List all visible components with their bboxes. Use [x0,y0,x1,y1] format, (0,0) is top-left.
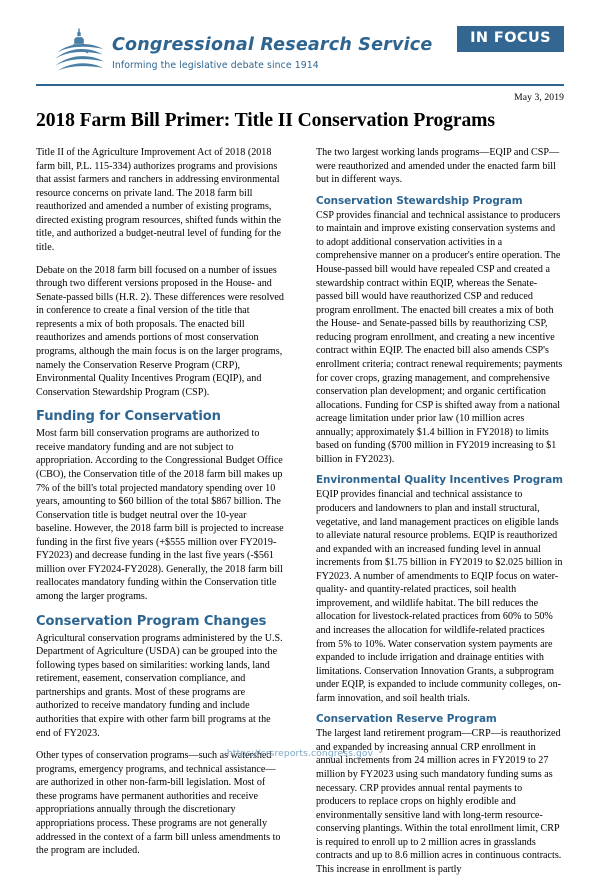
paragraph-debate: Debate on the 2018 farm bill focused on a number of issues through two different versions proposed in the House- and Senate-passed bills (H.R. 2). These differences were resolved in conference to create a final version of the title that represents a mix of both proposals. The enacted bill reauthorizes and amends portions of most conservation programs, although the main focus is on the larger programs, namely the Conservation Reserve Program (CRP), Environmental Quality Incentives Program (EQIP), and Conservation Stewardship Program (CSP). [36,264,284,398]
paragraph-changes-1: Agricultural conservation programs administered by the U.S. Department of Agriculture (USDA) can be grouped into the following types based on similarities: working lands, land retirement, easement, conservation compliance, and partnerships and grants. Most of these programs are authorized to receive mandatory funding and include authorities that expire with other farm bill programs at the end of FY2023. [36,632,283,739]
subsection-heading-csp: Conservation Stewardship Program [316,194,523,207]
organization-name: Congressional Research Service [112,35,433,55]
masthead [36,0,564,78]
paragraph-csp: CSP provides financial and technical assistance to producers to maintain and improve existing conservation systems and to adopt additional conservation activities in a comprehensive manner on a producer's entire operation. The House-passed bill would have repealed CSP and created a stewardship contract within EQIP, whereas the Senate-passed bill would have reauthorized CSP and reduced program enrollment. The enacted bill creates a mix of both the House- and Senate-passed bills by reauthorizing CSP, reducing program enrollment, and creating a new incentive contract within EQIP. The enacted bill also amends CSP's enrollment criteria; contract renewal requirements; payments for cover crops, grazing management, and comprehensive conservation plan development; and organic certification allocations. Funding for CSP is shifted away from a national acreage limitation under prior law (10 million acres annually; approximately $1.4 billion in FY2018) to limits based on funding ($700 million in FY2019 increasing to $1 billion in FY2023). [316,209,563,465]
right-column [316,146,564,885]
organization-tagline: Informing the legislative debate since 1914 [112,60,319,71]
paragraph-intro: Title II of the Agriculture Improvement Act of 2018 (2018 farm bill, P.L. 115-334) authorizes programs and provisions that assist farmers and ranchers in addressing environmental resource concerns on private land. The 2018 farm bill reauthorized and amended a number of existing programs, directed existing program resources, shifted funds within the title, and authorized a budget-neutral level of funding for the title. [36,147,281,254]
section-heading-funding: Funding for Conservation [36,409,221,425]
paragraph-eqip: EQIP provides financial and technical assistance to producers and landowners to plan and install structural, vegetative, and land management practices on eligible lands to alleviate natural resource problems. EQIP is reauthorized and expanded with an increased funding level in annual increments from $1.75 billion in FY2019 to $2.025 billion in FY2023. A number of amendments to EQIP focus on water-quality- and quantity-related practices, soil health improvement, and wildlife habitat. The bill reduces the allocation for livestock-related practices from 60% to 50% and increases the allocation for wildlife-related practices from 5% to 10%. Water conservation system payments are expanded to include irrigation and drainage entities with limitations. Conservation Innovation Grants, a subprogram under EQIP, is expanded to include community colleges, on-farm innovation, and soil health trials. [316,489,563,704]
paragraph-working-lands: The two largest working lands programs—EQIP and CSP—were reauthorized and amended under the enacted farm bill but in different ways. [316,147,560,186]
page-title: 2018 Farm Bill Primer: Title II Conservation Programs [36,110,495,131]
footer [0,743,600,761]
subsection-heading-eqip: Environmental Quality Incentives Program [316,474,563,487]
body-columns [36,146,564,885]
in-focus-badge: IN FOCUS [457,26,564,52]
section-heading-program-changes: Conservation Program Changes [36,613,267,629]
paragraph-changes-2: Other types of conservation programs—such as watershed programs, emergency programs, and technical assistance—are authorized in other non-farm-bill legislation. Most of these programs have permanent authorities and receive appropriations annually through the discretionary appropriations process. These programs are not generally addressed in the context of a farm bill unless amendments to the program are included. [36,750,281,857]
subsection-heading-crp: Conservation Reserve Program [316,713,497,726]
paragraph-crp: The largest land retirement program—CRP—is reauthorized and expanded by increasing annual CRP enrollment in annual increments from 24 million acres in FY2019 to 27 million by FY2023 using such mandatory funding sums as necessary. CRP provides annual rental payments to producers to replace crops on highly erodible and environmentally sensitive land with long-term resource-conserving plantings. Within the total enrollment limit, CRP is required to enroll up to 2 million acres in grasslands contracts and up to 8.6 million acres in continuous contracts. This increase in enrollment is partly [316,728,562,875]
capitol-dome-icon [54,28,106,74]
document-date: May 3, 2019 [514,92,564,103]
paragraph-funding: Most farm bill conservation programs are authorized to receive mandatory funding and are not subject to appropriation. According to the Congressional Budget Office (CBO), the Conservation title of the 2018 farm bill makes up 7% of the bill's total projected mandatory spending over 10 years, amounting to $60 billion of the total $867 billion. The Conservation title is budget neutral over the 10-year baseline. However, the 2018 farm bill is projected to increase funding in the first five years (+$555 million over FY2019-FY2023) and decrease funding in the last five years (-$561 million over FY2024-FY2028). Generally, the 2018 farm bill reallocates mandatory funding within the Conservation title among the larger programs. [36,428,284,603]
footer-url-link[interactable]: https://crsreports.congress.gov [226,748,374,759]
masthead-divider [36,84,564,86]
